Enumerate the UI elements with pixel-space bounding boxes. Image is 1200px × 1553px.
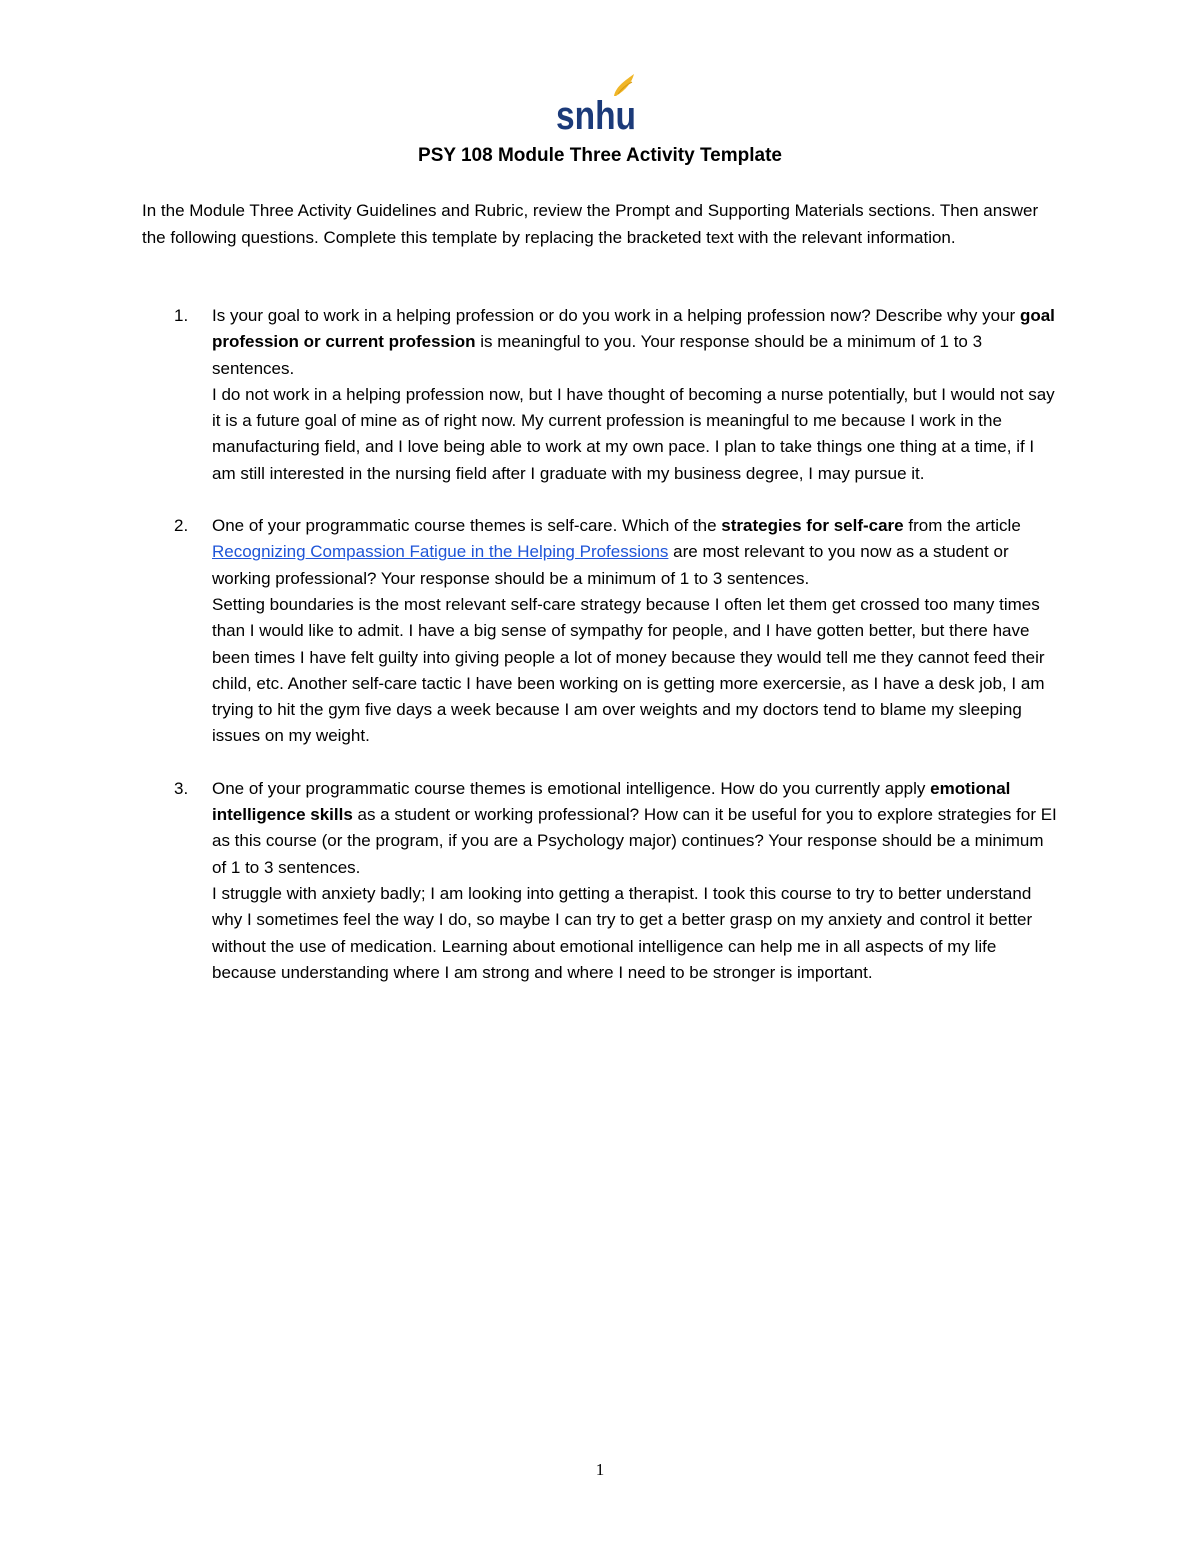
question-item-2 xyxy=(142,513,1062,750)
question-item-1 xyxy=(142,303,1062,487)
question-list xyxy=(142,303,1062,1012)
prompt-emphasis: goal profession or current profession xyxy=(212,306,1055,352)
flame-icon xyxy=(614,74,634,96)
document-title: PSY 108 Module Three Activity Template xyxy=(418,145,782,166)
page-number: 1 xyxy=(595,1460,605,1479)
answer-text: Setting boundaries is the most relevant self-care strategy because I often let them get crossed too many times than I would like to admit. I have a big sense of sympathy for people, and I have gotten better, but there have been times I have felt guilty into giving people a lot of money because they would tell me they cannot feed their child, etc. Another self-care tactic I have been working on is getting more exercersie, as I have a desk job, I am trying to hit the gym five days a week because I am over weights and my doctors tend to blame my sleeping issues on my weight. xyxy=(212,594,1045,746)
question-number: 2. xyxy=(174,516,189,536)
answer-text: I struggle with anxiety badly; I am looking into getting a therapist. I took this course to try to better understand why I sometimes feel the way I do, so maybe I can try to get a better grasp on my anxiety and control it better without the use of medication. Learning about emotional intelligence can help me in all aspects of my life because understanding where I am strong and where I need to be stronger is important. xyxy=(212,883,1033,982)
snhu-logo xyxy=(556,74,640,138)
prompt-emphasis: emotional intelligence skills xyxy=(212,778,1011,825)
question-number: 3. xyxy=(174,778,189,798)
question-prompt: One of your programmatic course themes is self-care. Which of the strategies for self-care from the article Recognizing Compassion Fatigue in the Helping Professions are most relevant to you now as a student or working professional? Your response should be a minimum of 1 to 3 sentences. xyxy=(212,516,1021,588)
question-prompt: One of your programmatic course themes is emotional intelligence. How do you currently apply emotional intelligence skills as a student or working professional? How can it be useful for you to explore strategies for EI as this course (or the program, if you are a Psychology major) continues? Your response should be a minimum of 1 to 3 sentences. xyxy=(212,778,1057,877)
question-number: 1. xyxy=(174,306,189,325)
question-item-3 xyxy=(142,776,1062,986)
article-link[interactable]: Recognizing Compassion Fatigue in the Helping Professions xyxy=(212,542,669,562)
answer-text: I do not work in a helping profession now, but I have thought of becoming a nurse potentially, but I would not say it is a future goal of mine as of right now. My current profession is meaningful to me because I work in the manufacturing field, and I love being able to work at my own pace. I plan to take things one thing at a time, if I am still interested in the nursing field after I graduate with my business degree, I may pursue it. xyxy=(212,384,1055,483)
question-prompt: Is your goal to work in a helping profession or do you work in a helping profession now? Describe why your goal profession or current profession is meaningful to you. Your response should be a minimum of 1 to 3 sentences. xyxy=(212,306,1055,378)
intro-paragraph: In the Module Three Activity Guidelines and Rubric, review the Prompt and Supporting Materials sections. Then answer the following questions. Complete this template by replacing the bracketed text with the relevant information. xyxy=(142,201,1039,247)
prompt-emphasis: strategies for self-care xyxy=(721,516,904,536)
logo-wordmark: snhu xyxy=(556,94,636,138)
